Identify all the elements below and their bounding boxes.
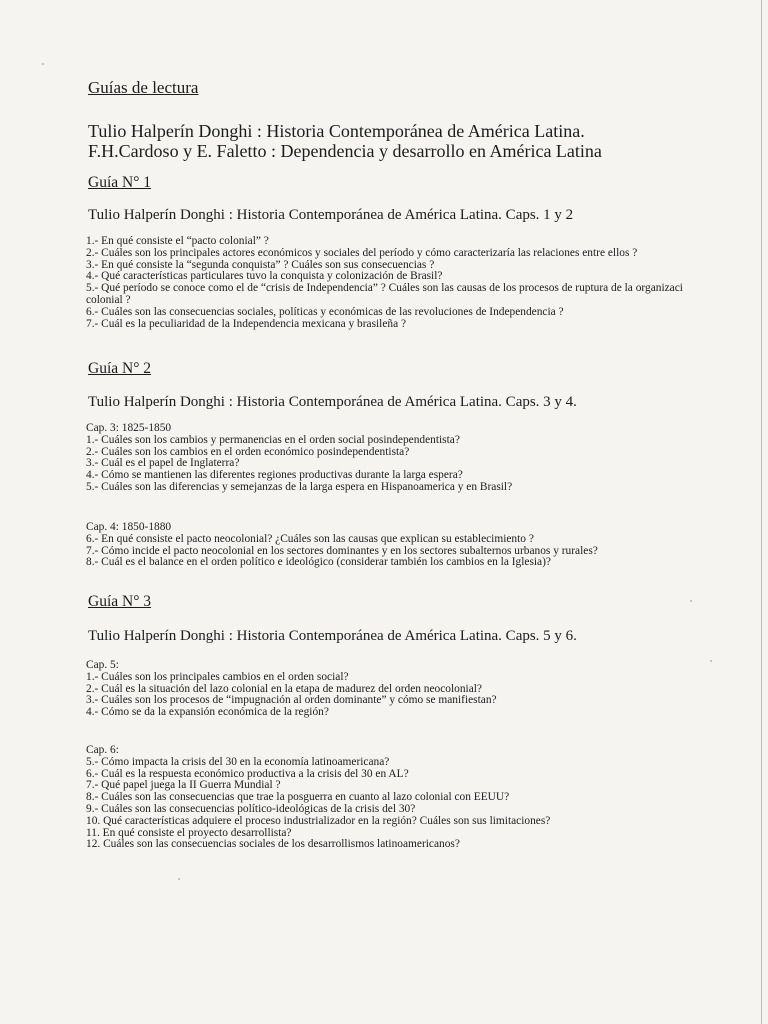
chapter-label: Cap. 6: (86, 744, 119, 756)
question-item: 9.- Cuáles son las consecuencias político-ideológicas de la crisis del 30? (86, 802, 416, 815)
scan-speck (42, 63, 44, 65)
question-item: 4.- Cómo se da la expansión económica de la región? (86, 706, 329, 719)
question-item: 7.- Cuál es la peculiaridad de la Independencia mexicana y brasileña ? (86, 317, 407, 330)
guide-1-heading: Guía N° 1 (88, 174, 152, 191)
question-item: 12. Cuáles son las consecuencias sociales de los desarrollismos latinoamericanos? (86, 838, 460, 851)
question-item: 6.- Cuáles son las consecuencias sociales, políticas y económicas de las revoluciones de Independencia ? (86, 305, 564, 318)
guide-3-cap-5 (86, 660, 497, 719)
chapter-label: Cap. 3: 1825-1850 (86, 422, 172, 434)
question-item: 1.- Cuáles son los principales cambios en el orden social? (86, 670, 349, 683)
question-item: 6.- En qué consiste el pacto neocolonial? ¿Cuáles son las causas que explican su establecimiento ? (86, 532, 534, 545)
question-item: 4.- Cómo se mantienen las diferentes regiones productivas durante la larga espera? (86, 469, 463, 482)
guide-1-questions (86, 236, 683, 330)
guide-1-subtitle: Tulio Halperín Donghi : Historia Contemporánea de América Latina. Caps. 1 y 2 (88, 207, 574, 223)
question-item: 5.- Cuáles son las diferencias y semejanzas de la larga espera en Hispanoamerica y en Brasil? (86, 480, 513, 493)
guide-2-heading: Guía N° 2 (88, 360, 152, 377)
question-item: 3.- Cuál es el papel de Inglaterra? (86, 457, 240, 470)
question-item: 5.- Qué período se conoce como el de “crisis de Independencia” ? Cuáles son las causas de los procesos de ruptura de la organizaci (86, 282, 683, 295)
guide-3-heading: Guía N° 3 (88, 593, 152, 610)
question-item: 5.- Cómo impacta la crisis del 30 en la economía latinoamericana? (86, 755, 390, 768)
chapter-label: Cap. 5: (86, 659, 119, 671)
guide-2-cap-4 (86, 522, 598, 569)
page-edge (761, 0, 762, 1024)
question-item: 8.- Cuál es el balance en el orden político e ideológico (considerar también los cambios en la Iglesia)? (86, 556, 551, 569)
question-item: 3.- Cuáles son los procesos de “impugnación al orden dominante” y cómo se manifiestan? (86, 694, 497, 707)
question-item: 4.- Qué características particulares tuvo la conquista y colonización de Brasil? (86, 270, 443, 283)
scan-speck (710, 660, 712, 662)
question-item: 8.- Cuáles son las consecuencias que trae la posguerra en cuanto al lazo colonial con EEUU? (86, 791, 510, 804)
question-item: 6.- Cuál es la respuesta económico productiva a la crisis del 30 en AL? (86, 767, 409, 780)
chapter-label: Cap. 4: 1850-1880 (86, 521, 172, 533)
guide-2-subtitle: Tulio Halperín Donghi : Historia Contemporánea de América Latina. Caps. 3 y 4. (88, 394, 577, 410)
question-item: 7.- Qué papel juega la II Guerra Mundial ? (86, 779, 281, 792)
question-item: colonial ? (86, 293, 131, 306)
question-item: 1.- En qué consiste el “pacto colonial” ? (86, 235, 269, 247)
scan-speck (690, 600, 692, 602)
document-title: Guías de lectura (88, 78, 199, 97)
question-item: 2.- Cuál es la situación del lazo colonial en la etapa de madurez del orden neocolonial? (86, 682, 482, 695)
question-item: 2.- Cuáles son los cambios en el orden económico posindependentista? (86, 445, 410, 458)
guide-2-cap-3 (86, 423, 512, 494)
scan-speck (178, 878, 180, 880)
question-item: 3.- En qué consiste la “segunda conquista” ? Cuáles son sus consecuencias ? (86, 258, 435, 271)
question-item: 7.- Cómo incide el pacto neocolonial en los sectores dominantes y en los sectores subalternos urbanos y rurales? (86, 544, 598, 557)
reference-work-1: Tulio Halperín Donghi : Historia Contemporánea de América Latina. (88, 121, 585, 141)
question-item: 1.- Cuáles son los cambios y permanencias en el orden social posindependentista? (86, 433, 460, 446)
question-item: 2.- Cuáles son los principales actores económicos y sociales del período y cómo caracterizaría las relaciones entre ellos ? (86, 246, 638, 259)
guide-3-cap-6 (86, 745, 550, 851)
question-item: 10. Qué características adquiere el proceso industrializador en la región? Cuáles son sus limitaciones? (86, 814, 551, 827)
guide-3-subtitle: Tulio Halperín Donghi : Historia Contemporánea de América Latina. Caps. 5 y 6. (88, 628, 577, 644)
question-item: 11. En qué consiste el proyecto desarrollista? (86, 826, 292, 839)
reference-work-2: F.H.Cardoso y E. Faletto : Dependencia y desarrollo en América Latina (88, 141, 602, 161)
